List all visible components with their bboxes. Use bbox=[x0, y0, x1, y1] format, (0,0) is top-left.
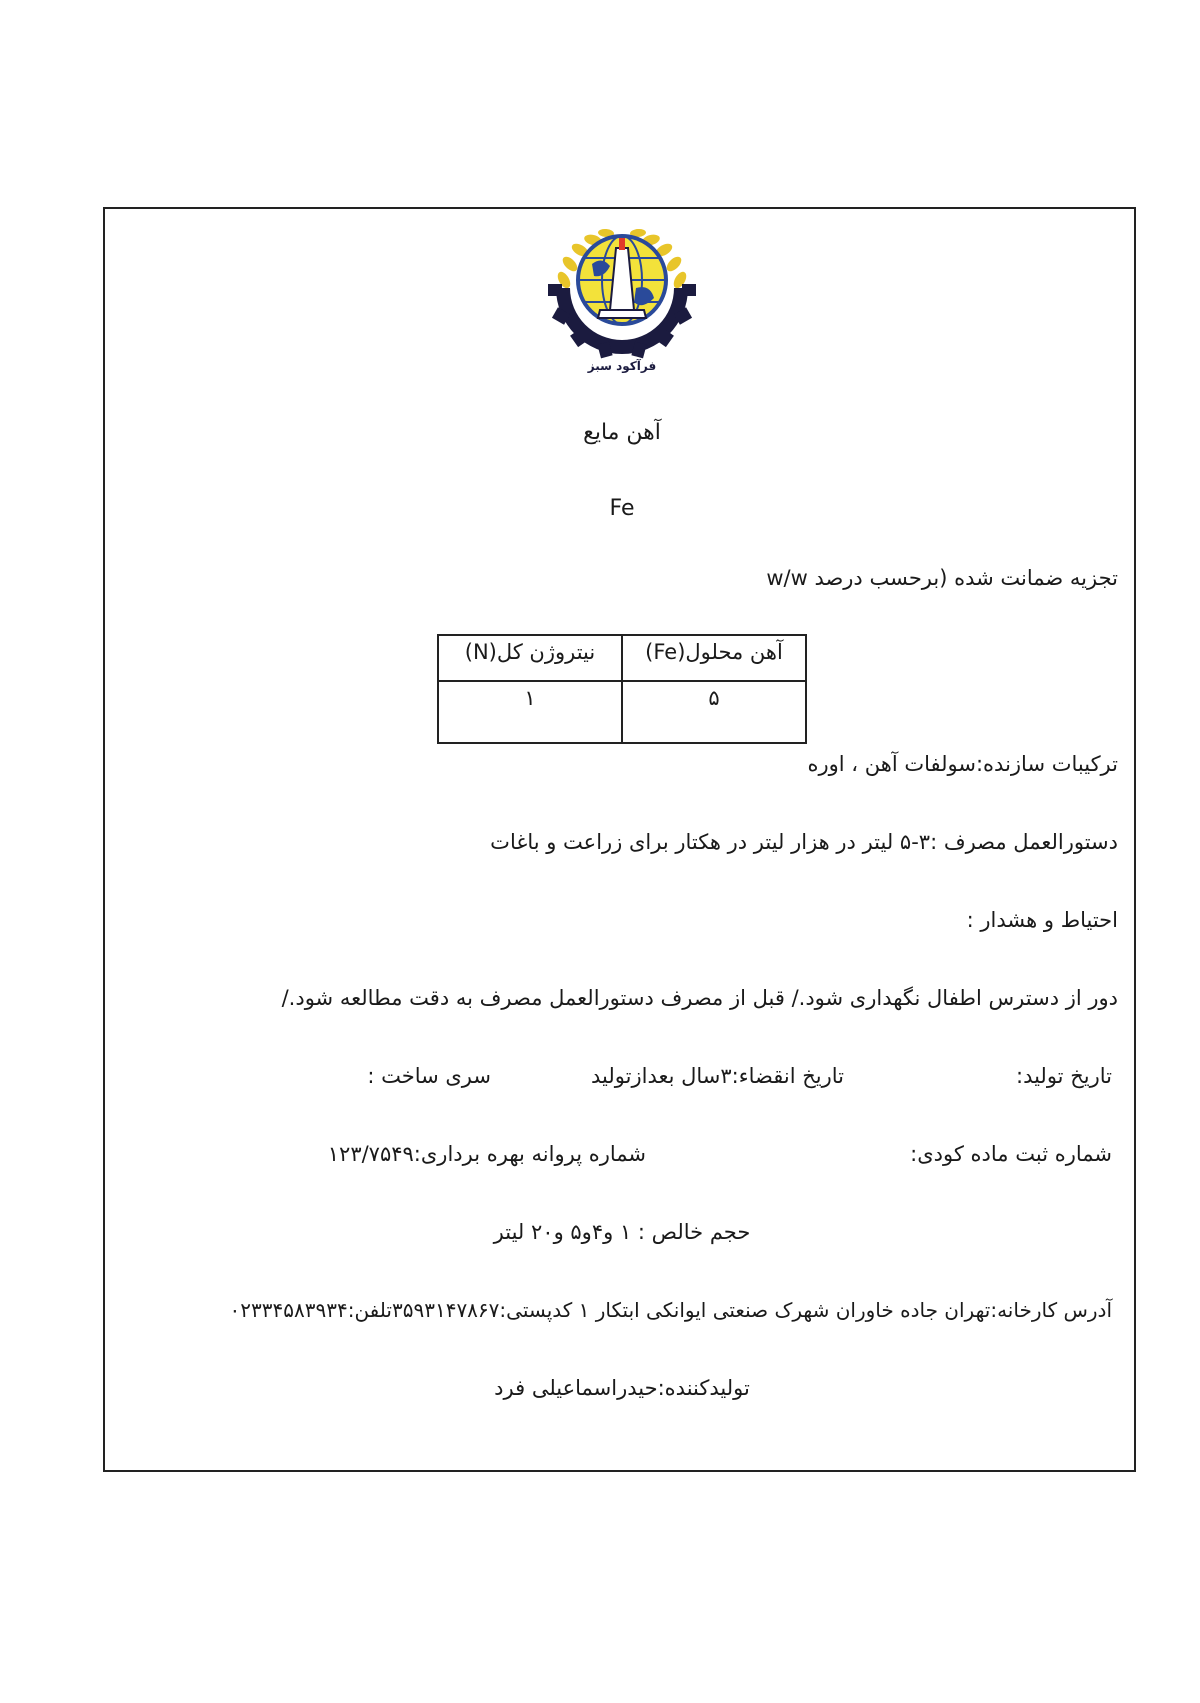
product-symbol: Fe bbox=[609, 496, 635, 521]
table-header-row bbox=[438, 635, 806, 681]
ingredients-text: ترکیبات سازنده:سولفات آهن ، اوره bbox=[807, 752, 1118, 776]
factory-address-text: آدرس کارخانه:تهران جاده خاوران شهرک صنعتی ایوانکی ابتکار ۱ کدپستی:۳۵۹۳۱۴۷۸۶۷تلفن:۰۲۳۳۴۵۸۳۹۳۴ bbox=[229, 1298, 1112, 1322]
net-volume-text: حجم خالص : ۱ و۴و۵ و۲۰ لیتر bbox=[493, 1220, 751, 1244]
column-header-nitrogen: نیتروژن کل(N) bbox=[438, 635, 622, 681]
producer-text: تولیدکننده:حیدراسماعیلی فرد bbox=[494, 1376, 750, 1400]
column-header-iron: آهن محلول(Fe) bbox=[622, 635, 806, 681]
guarantee-table bbox=[437, 634, 807, 744]
cell-iron-value: ۵ bbox=[622, 681, 806, 743]
operating-license-label: شماره پروانه بهره برداری:۱۲۳/۷۵۴۹ bbox=[327, 1142, 646, 1166]
usage-text: دستورالعمل مصرف :۳-۵ لیتر در هزار لیتر در هکتار برای زراعت و باغات bbox=[490, 830, 1118, 854]
fertilizer-registration-label: شماره ثبت ماده کودی: bbox=[910, 1142, 1112, 1166]
company-logo bbox=[546, 218, 698, 376]
logo-caption: فرآکود سبز bbox=[587, 359, 657, 373]
table-row bbox=[438, 681, 806, 743]
production-date-label: تاریخ تولید: bbox=[1016, 1064, 1112, 1088]
guarantee-heading: تجزیه ضمانت شده (برحسب درصد w/w bbox=[766, 566, 1118, 590]
product-name: آهن مایع bbox=[583, 420, 661, 445]
cell-nitrogen-value: ۱ bbox=[438, 681, 622, 743]
caution-text: دور از دسترس اطفال نگهداری شود./ قبل از مصرف دستورالعمل مصرف به دقت مطالعه شود./ bbox=[281, 986, 1118, 1010]
caution-heading: احتیاط و هشدار : bbox=[966, 908, 1118, 932]
expiry-date-label: تاریخ انقضاء:۳سال بعدازتولید bbox=[591, 1064, 844, 1088]
batch-number-label: سری ساخت : bbox=[367, 1064, 491, 1088]
